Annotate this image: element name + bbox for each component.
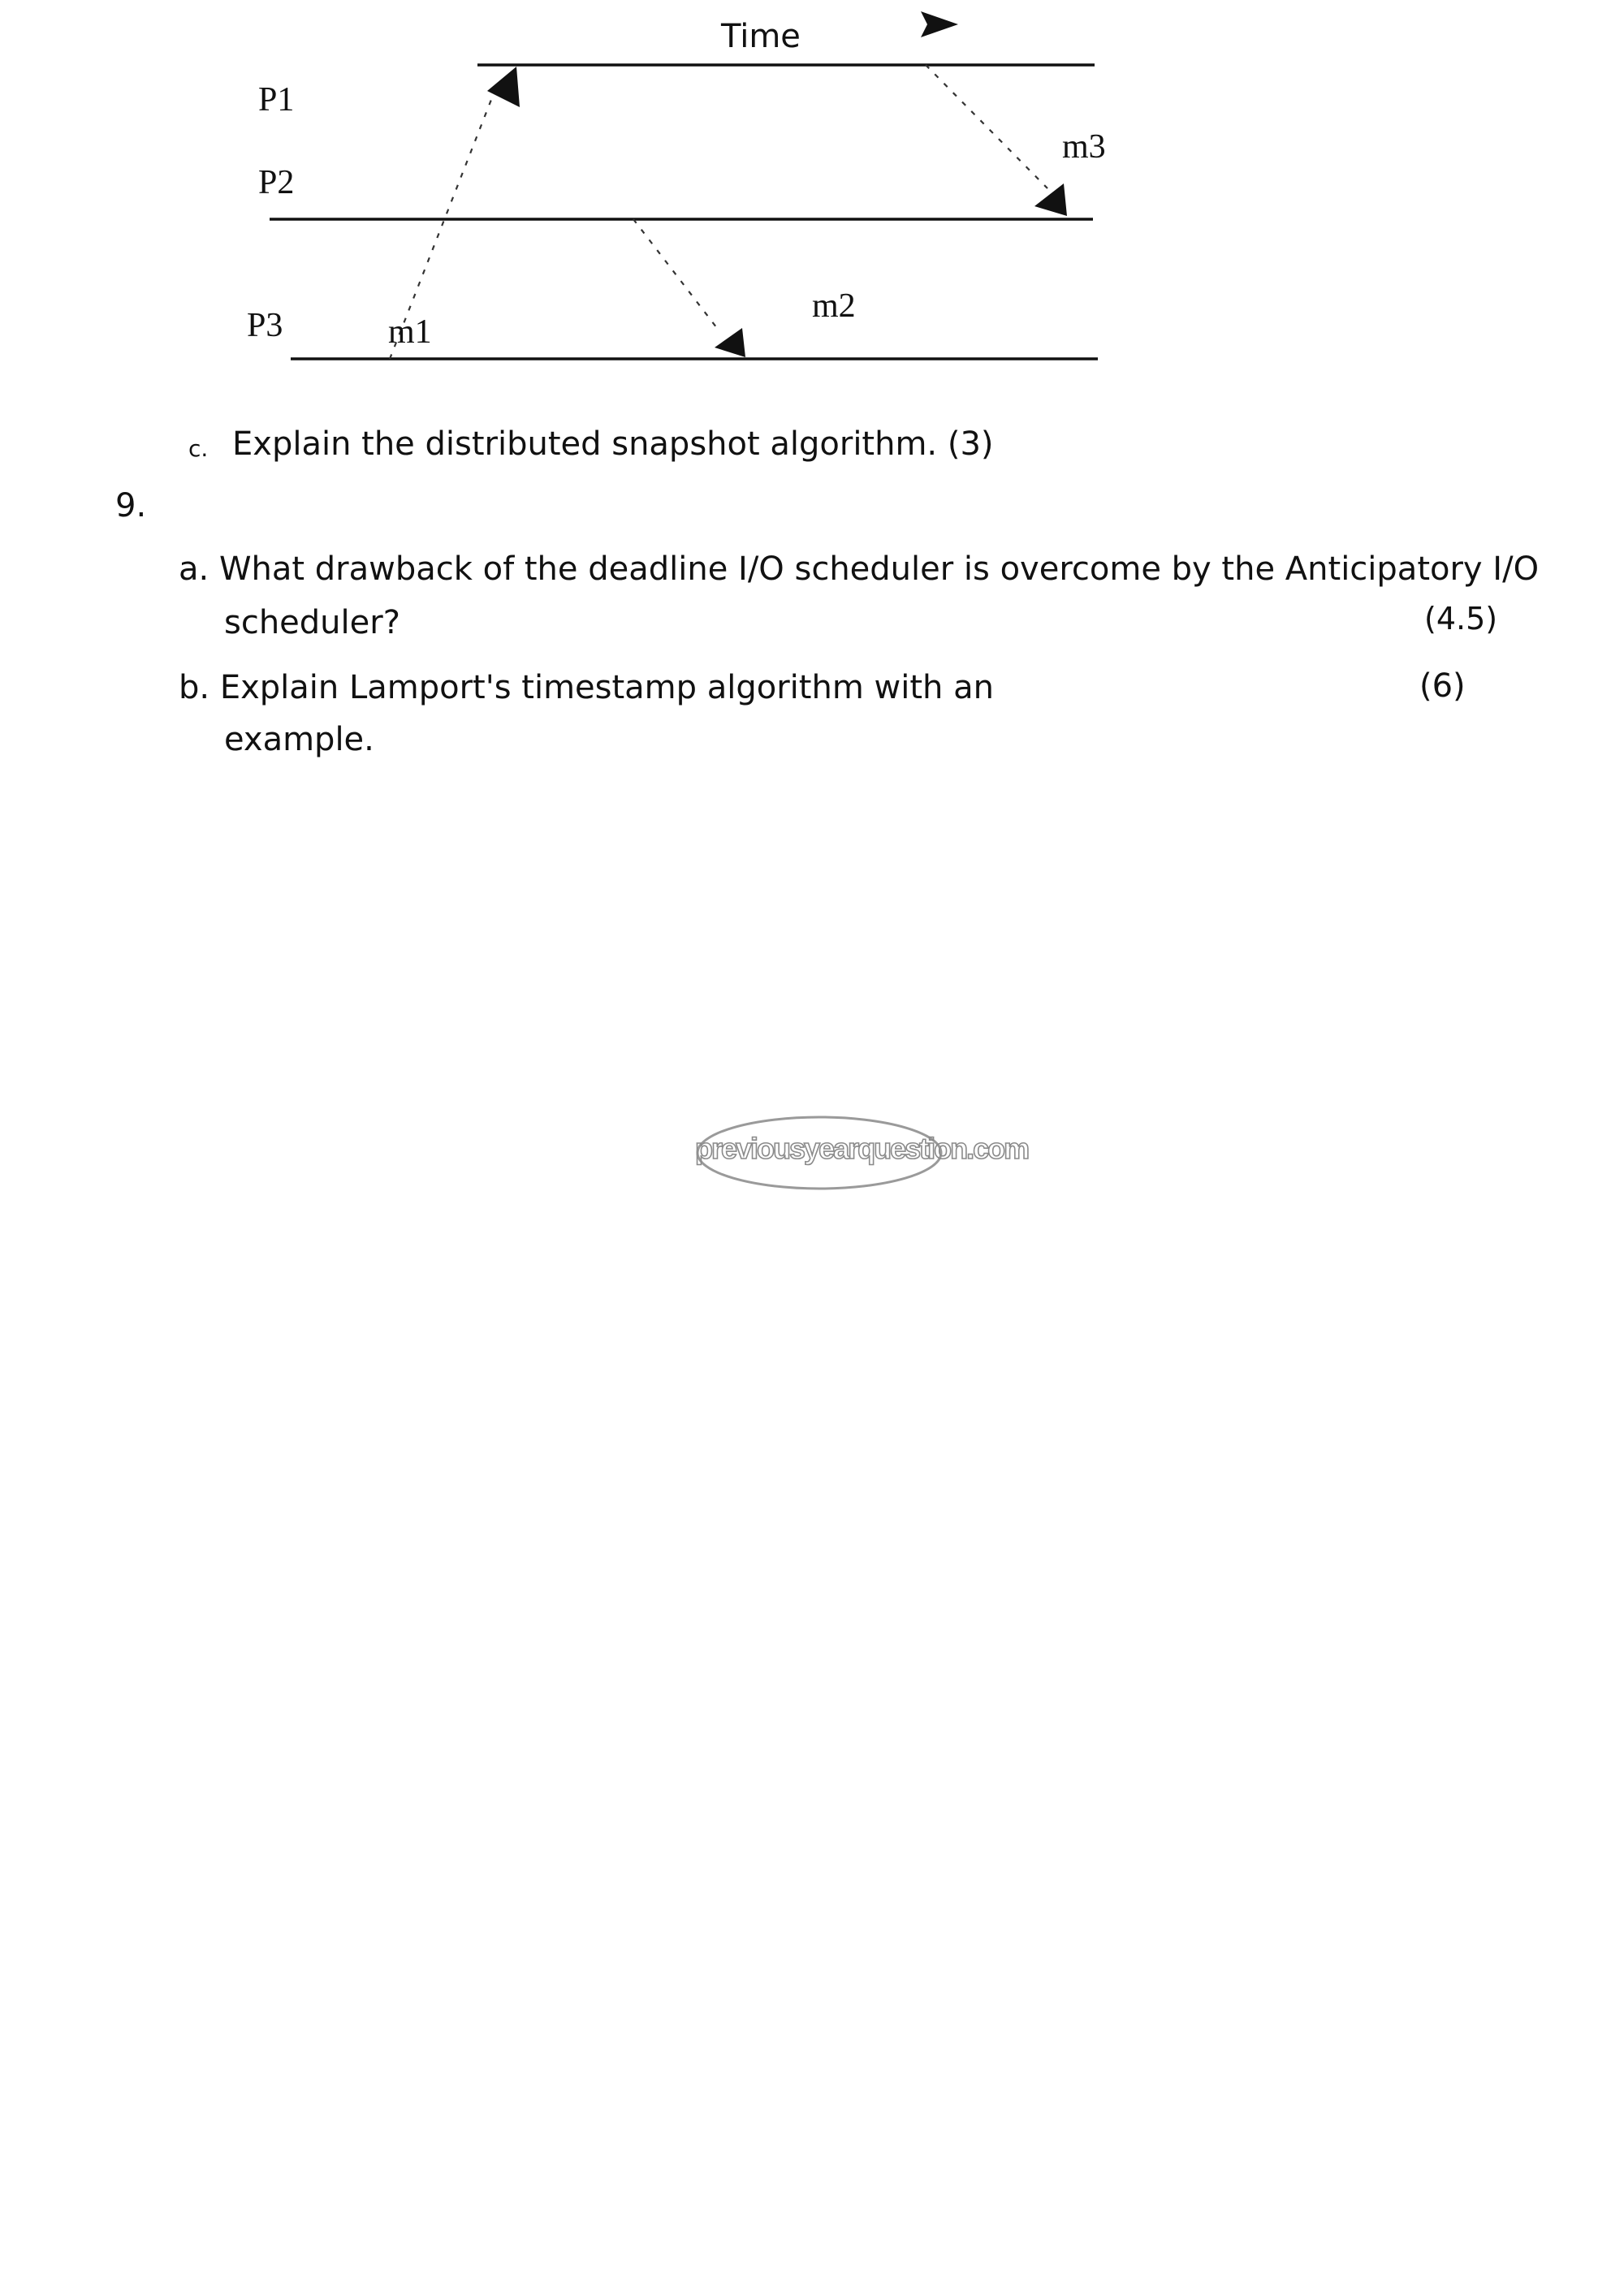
- watermark-text: previousyearquestion.com: [695, 1132, 1029, 1165]
- q9a-line1: a. What drawback of the deadline I/O scheduler is overcome by the Anticipatory I/O: [179, 550, 1540, 588]
- q9a-line2: scheduler?: [224, 604, 400, 641]
- arrowhead-m2-icon: [715, 328, 745, 357]
- message-label-m2: m2: [812, 287, 856, 325]
- q9a-marks: (4.5): [1424, 601, 1498, 637]
- q9-number: 9.: [115, 487, 147, 524]
- message-label-m1: m1: [388, 313, 432, 351]
- q8c-text: Explain the distributed snapshot algorithm. (3): [232, 425, 994, 463]
- message-label-m3: m3: [1062, 128, 1106, 166]
- process-label-p3: P3: [247, 307, 283, 344]
- message-arrow-m2: [633, 219, 719, 331]
- q9b-line2: example.: [224, 721, 374, 758]
- arrowhead-m3-icon: [1034, 183, 1067, 216]
- message-arrow-m3: [926, 65, 1047, 188]
- q8c-marker: c.: [188, 435, 209, 462]
- process-label-p1: P1: [258, 81, 295, 119]
- watermark: [695, 1114, 1029, 1195]
- arrowhead-m1-icon: [487, 67, 520, 107]
- time-arrow-icon: [921, 11, 958, 37]
- q9b-line1: b. Explain Lamport's timestamp algorithm with an: [179, 669, 994, 706]
- time-label: Time: [721, 18, 801, 55]
- q9b-marks: (6): [1419, 667, 1466, 705]
- process-label-p2: P2: [258, 164, 295, 201]
- space-time-diagram: [0, 0, 1624, 382]
